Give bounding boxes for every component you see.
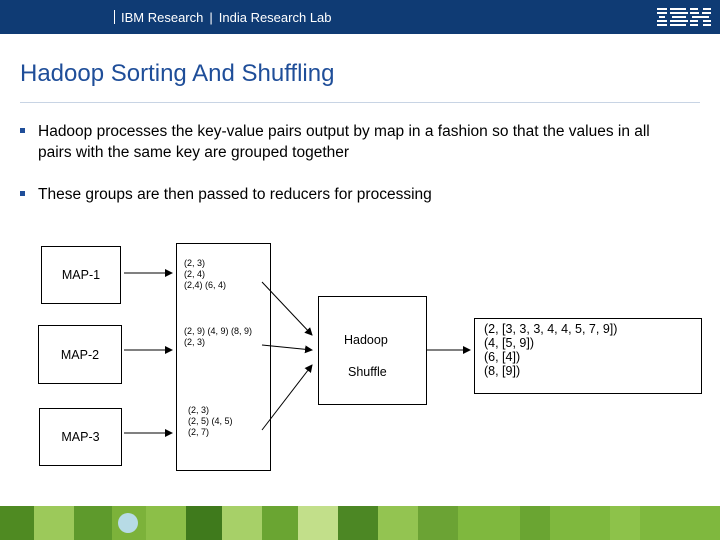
map-3-output — [188, 405, 233, 438]
grouped-result — [484, 322, 617, 378]
bullet-1-text: Hadoop processes the key-value pairs output by map in a fashion so that the values in all pairs with the same key are grouped together — [38, 123, 650, 161]
map-3-output-line: (2, 5) (4, 5) — [188, 416, 233, 426]
bullet-marker — [20, 128, 25, 133]
bullet-2-text: These groups are then passed to reducers for processing — [38, 186, 432, 203]
map-1-output-line: (2,4) (6, 4) — [184, 280, 227, 290]
bullet-2 — [20, 184, 680, 205]
map-3-output-line: (2, 7) — [188, 427, 210, 437]
map-2-output-line: (2, 3) — [184, 337, 206, 347]
header-bar — [0, 0, 720, 34]
result-line: (8, [9]) — [484, 364, 521, 378]
result-line: (2, [3, 3, 3, 4, 4, 5, 7, 9]) — [484, 322, 618, 336]
hadoop-shuffle-box — [318, 296, 427, 405]
shuffle-label-shuffle: Shuffle — [348, 365, 387, 379]
map-1-output-line: (2, 3) — [184, 258, 206, 268]
map-2-box — [38, 325, 122, 384]
map-3-box — [39, 408, 122, 466]
map-1-label: MAP-1 — [61, 268, 101, 282]
shuffle-label-hadoop: Hadoop — [344, 333, 388, 347]
title-rule — [20, 102, 700, 103]
header-divider — [114, 10, 115, 24]
map-2-output — [184, 326, 252, 348]
bullet-1 — [20, 121, 680, 163]
result-line: (4, [5, 9]) — [484, 336, 535, 350]
map-1-output — [184, 258, 226, 291]
header-lab-text — [114, 10, 332, 25]
slide-title: Hadoop Sorting And Shuffling — [20, 60, 335, 87]
map-3-label: MAP-3 — [61, 430, 100, 444]
map-1-box — [41, 246, 121, 304]
map-3-output-line: (2, 3) — [188, 405, 210, 415]
ibm-logo — [657, 6, 711, 28]
map-1-output-line: (2, 4) — [184, 269, 206, 279]
map-2-label: MAP-2 — [60, 347, 100, 362]
header-lab: India Research Lab — [218, 10, 332, 25]
result-line: (6, [4]) — [484, 350, 521, 364]
map-2-output-line: (2, 9) (4, 9) (8, 9) — [184, 326, 253, 336]
header-separator: | — [209, 10, 213, 25]
bullet-marker — [20, 191, 25, 196]
footer-image-strip — [0, 506, 720, 540]
header-org: IBM Research — [121, 10, 204, 25]
